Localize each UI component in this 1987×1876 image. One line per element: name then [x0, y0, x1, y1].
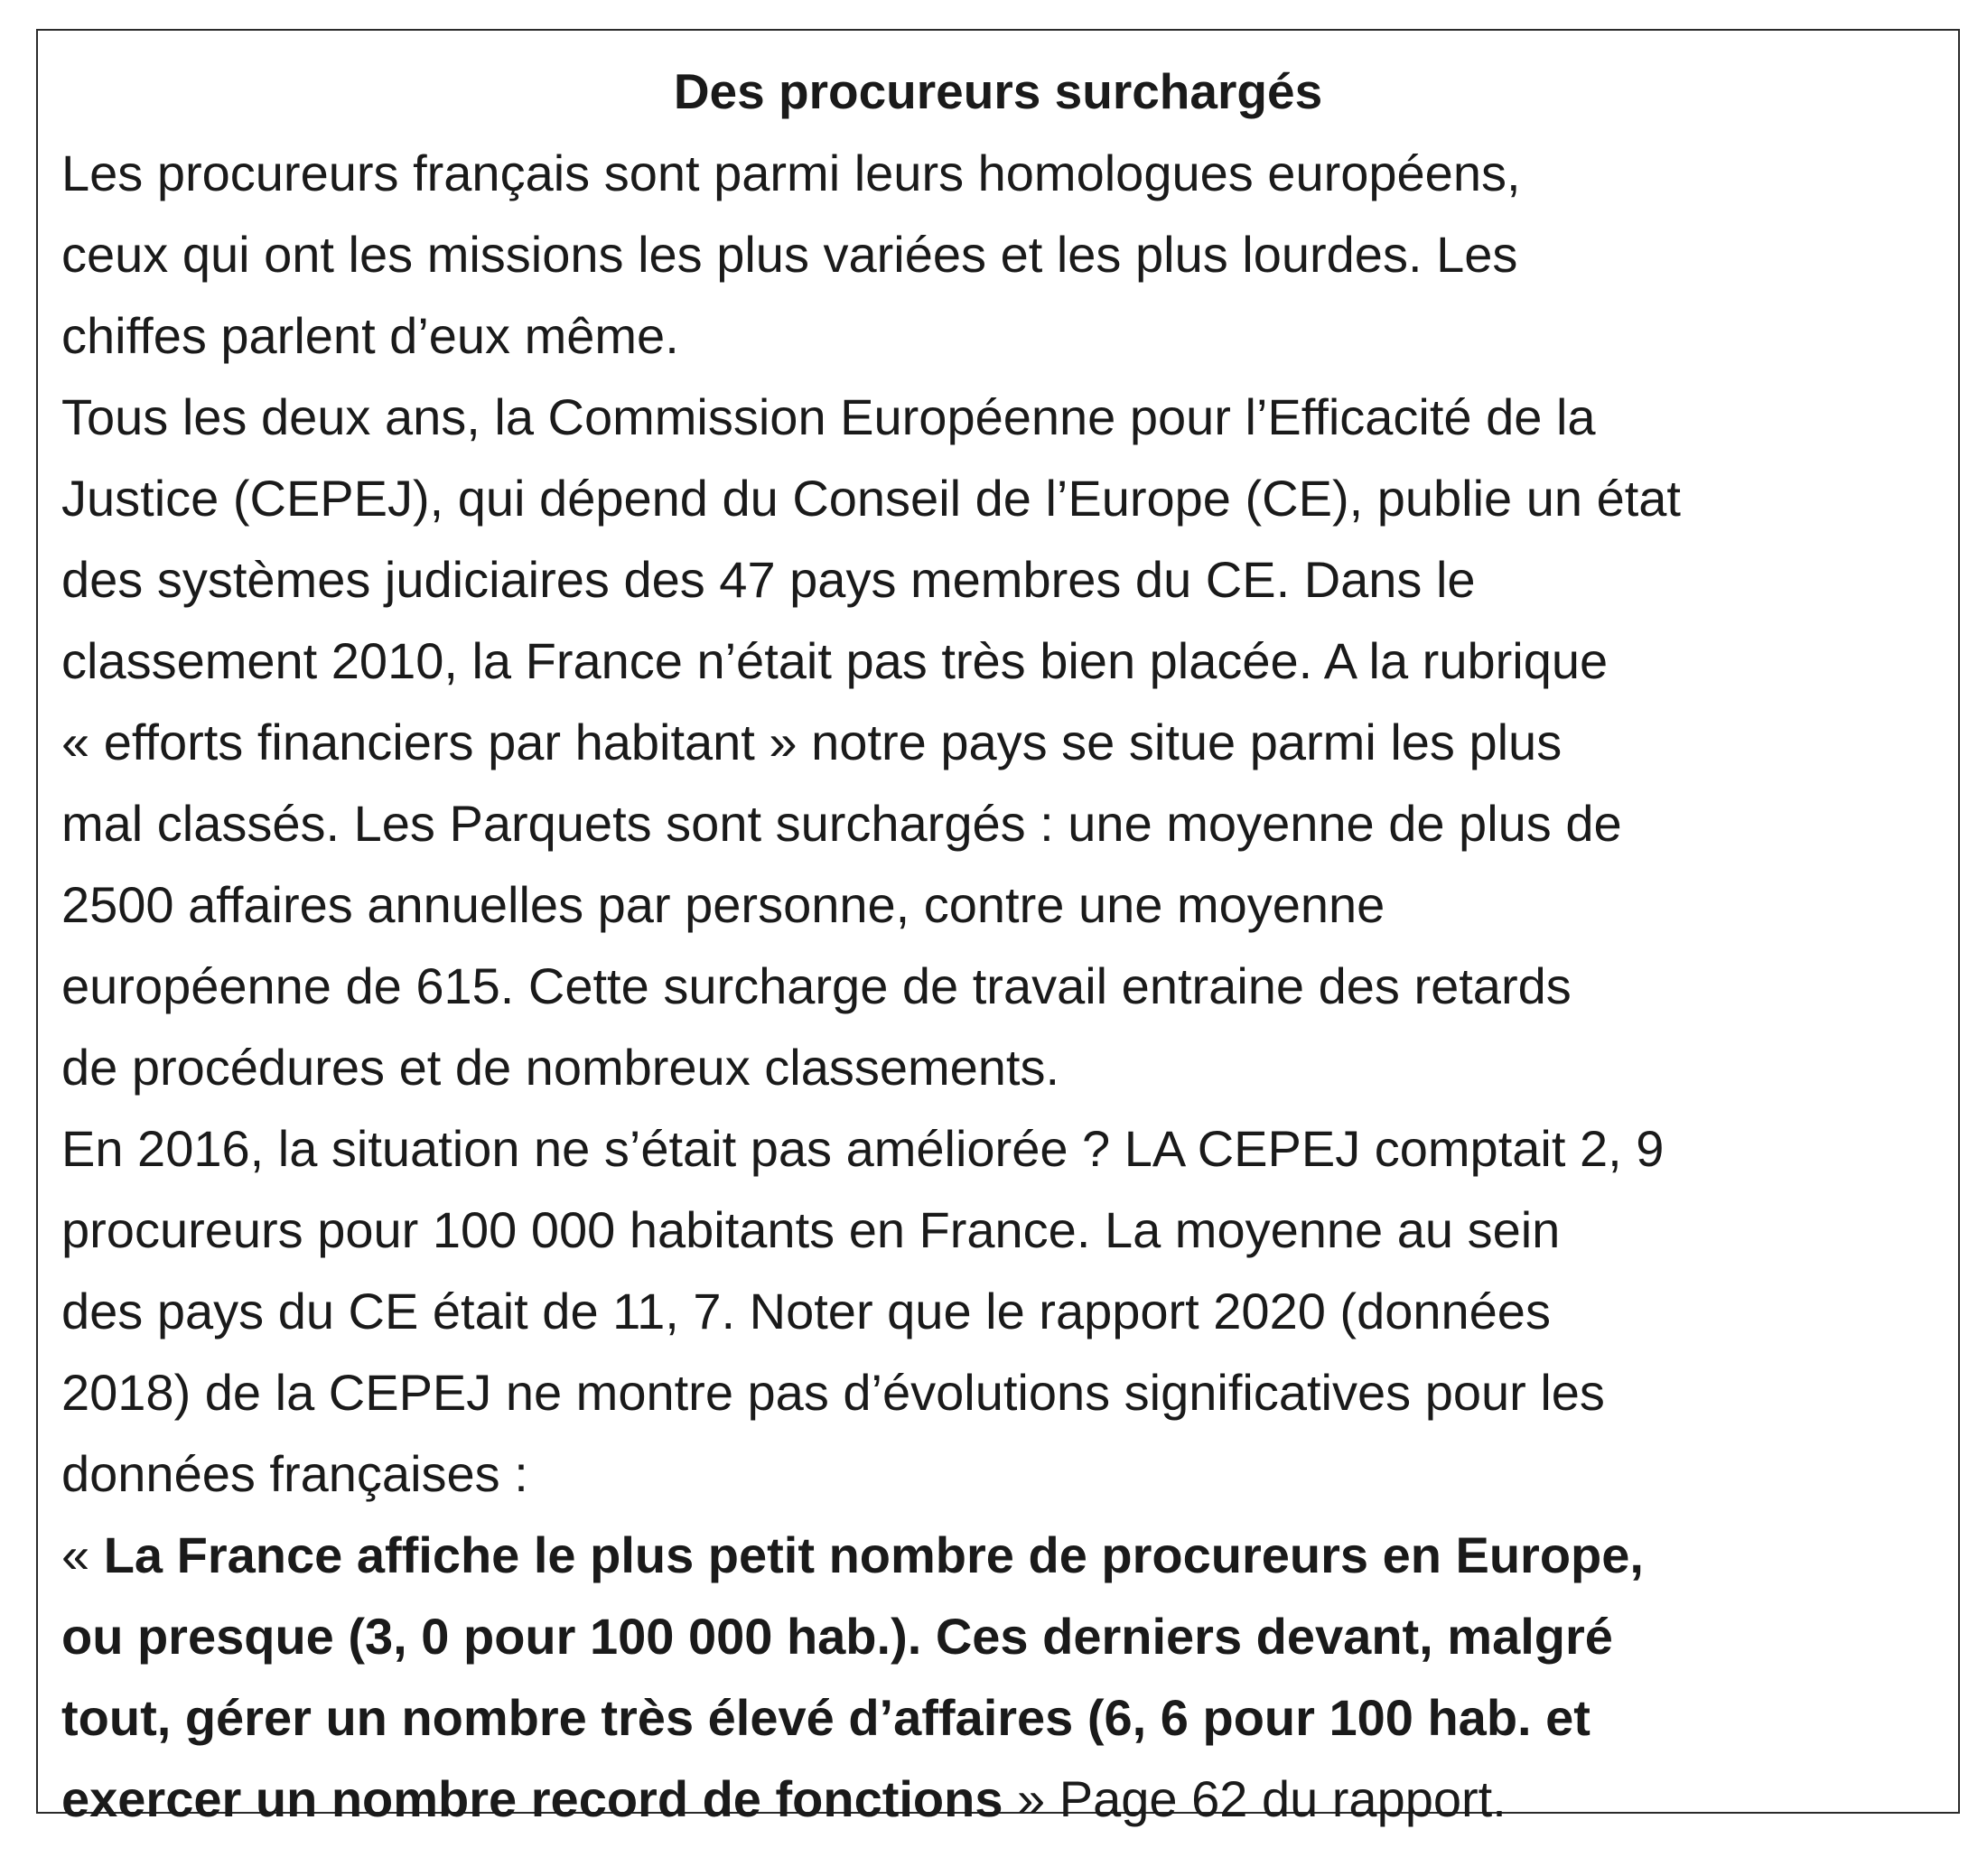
text-line: Tous les deux ans, la Commission Européenne pour l’Efficacité de la [61, 388, 1596, 445]
text-line: « efforts financiers par habitant » notre pays se situe parmi les plus [61, 714, 1563, 770]
quote-line: tout, gérer un nombre très élevé d’affaires (6, 6 pour 100 hab. et [61, 1689, 1591, 1746]
document-title: Des procureurs surchargés [673, 63, 1323, 119]
text-line: Justice (CEPEJ), qui dépend du Conseil de l’Europe (CE), publie un état [61, 470, 1681, 527]
quote-close-source: » Page 62 du rapport. [1003, 1770, 1507, 1827]
text-line: 2018) de la CEPEJ ne montre pas d’évolutions significatives pour les [61, 1364, 1605, 1421]
text-line: chiffes parlent d’eux même. [61, 307, 679, 364]
quote-line: ou presque (3, 0 pour 100 000 hab.). Ces derniers devant, malgré [61, 1608, 1613, 1665]
quote-open-mark: « [61, 1526, 104, 1583]
text-line: ceux qui ont les missions les plus variées et les plus lourdes. Les [61, 226, 1518, 283]
text-line: Les procureurs français sont parmi leurs homologues européens, [61, 145, 1521, 201]
text-line: procureurs pour 100 000 habitants en France. La moyenne au sein [61, 1201, 1561, 1258]
quote-text: La France affiche le plus petit nombre de procureurs en Europe, [103, 1526, 1644, 1583]
text-line: En 2016, la situation ne s’était pas améliorée ? LA CEPEJ comptait 2, 9 [61, 1120, 1665, 1177]
text-line: des systèmes judiciaires des 47 pays membres du CE. Dans le [61, 551, 1476, 608]
text-line: 2500 affaires annuelles par personne, contre une moyenne [61, 876, 1385, 933]
text-line: données françaises : [61, 1445, 528, 1502]
text-line: classement 2010, la France n’était pas très bien placée. A la rubrique [61, 632, 1609, 689]
text-line: européenne de 615. Cette surcharge de travail entraine des retards [61, 957, 1572, 1014]
text-line: de procédures et de nombreux classements. [61, 1039, 1060, 1096]
quote-line [61, 1759, 1507, 1840]
text-line: mal classés. Les Parquets sont surchargés : une moyenne de plus de [61, 795, 1622, 852]
text-line: des pays du CE était de 11, 7. Noter que le rapport 2020 (données [61, 1283, 1551, 1339]
quote-text: exercer un nombre record de fonctions [61, 1770, 1003, 1827]
document-frame [36, 29, 1960, 1827]
quote-line [61, 1515, 1644, 1596]
